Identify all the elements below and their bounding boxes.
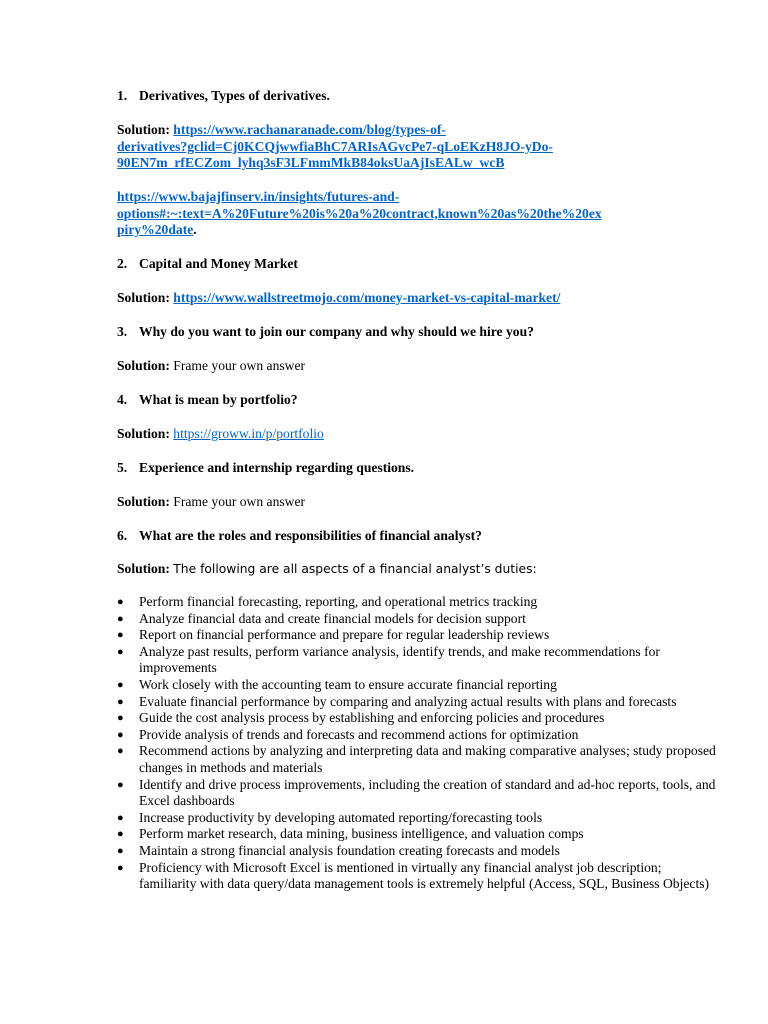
duty-item: [117, 843, 717, 860]
bullet-icon: ●: [117, 695, 124, 708]
question-2: [117, 256, 717, 273]
question-6: [117, 528, 717, 545]
question-text: Experience and internship regarding questions.: [139, 460, 415, 475]
solution-4: [117, 426, 717, 443]
solution-text: Frame your own answer: [173, 494, 306, 509]
bullet-icon: ●: [117, 778, 124, 791]
bullet-icon: ●: [117, 629, 124, 642]
question-number: 3.: [117, 324, 128, 339]
duty-item: [117, 826, 717, 843]
question-number: 4.: [117, 392, 128, 407]
link-trailing-period: .: [193, 222, 197, 238]
question-number: 5.: [117, 460, 128, 475]
bullet-icon: ●: [117, 745, 124, 758]
bullet-icon: ●: [117, 844, 124, 857]
question-number: 2.: [117, 256, 128, 271]
bullet-icon: ●: [117, 712, 124, 725]
duty-text: Guide the cost analysis process by establishing and enforcing policies and procedures: [139, 710, 605, 726]
solution-label: Solution:: [117, 561, 170, 576]
duty-item: [117, 860, 717, 893]
bullet-icon: ●: [117, 612, 124, 625]
question-text: Why do you want to join our company and why should we hire you?: [139, 324, 534, 339]
question-text: What are the roles and responsibilities of financial analyst?: [139, 528, 482, 543]
wallstreetmojo-link[interactable]: https://www.wallstreetmojo.com/money-market-vs-capital-market/: [173, 290, 561, 305]
solution-5: [117, 494, 717, 511]
duty-item: [117, 627, 717, 644]
groww-portfolio-link[interactable]: https://groww.in/p/portfolio: [173, 426, 324, 441]
duty-item: [117, 594, 717, 611]
bullet-icon: ●: [117, 596, 124, 608]
bajajfinserv-link[interactable]: https://www.bajajfinserv.in/insights/futures-and- options#:~:text=A%20Future%20is%20a%20contract,known%20as%20the%20ex piry%20date: [117, 189, 602, 238]
bullet-icon: ●: [117, 645, 124, 658]
duty-item: [117, 677, 717, 694]
question-5: [117, 460, 717, 477]
duty-item: [117, 810, 717, 827]
solution-text: The following are all aspects of a financial analyst’s duties:: [173, 562, 537, 576]
duty-item: [117, 611, 717, 628]
duty-text: Increase productivity by developing automated reporting/forecasting tools: [139, 809, 543, 825]
duty-text: Report on financial performance and prepare for regular leadership reviews: [139, 627, 550, 643]
duty-item: [117, 644, 717, 677]
duty-text: Work closely with the accounting team to ensure accurate financial reporting: [139, 676, 557, 692]
duty-item: [117, 710, 717, 727]
question-text: What is mean by portfolio?: [139, 392, 298, 407]
solution-3: [117, 358, 717, 375]
duty-item: [117, 743, 717, 776]
solution-label: Solution:: [117, 426, 170, 441]
solution-label: Solution:: [117, 494, 170, 509]
bullet-icon: ●: [117, 728, 124, 741]
solution-label: Solution:: [117, 290, 170, 305]
duty-text: Maintain a strong financial analysis foundation creating forecasts and models: [139, 842, 560, 858]
duty-text: Analyze financial data and create financial models for decision support: [139, 610, 526, 626]
question-4: [117, 392, 717, 409]
duty-item: [117, 694, 717, 711]
duty-text: Analyze past results, perform variance analysis, identify trends, and make recommendations for improvements: [139, 643, 660, 676]
rachanaranade-link[interactable]: https://www.rachanaranade.com/blog/types-of- derivatives?gclid=Cj0KCQjwwfiaBhC7ARIsAGvcPe7-qLoEKzH8JO-yDo- 90EN7m_rfECZom_lyhq3sF3LFmmMkB84oksUaAjIsEALw_wcB: [117, 122, 553, 171]
solution-label: Solution:: [117, 358, 170, 373]
duty-text: Recommend actions by analyzing and interpreting data and making comparative analyses; study proposed changes in methods and materials: [139, 743, 716, 775]
question-3: [117, 324, 717, 341]
duty-text: Proficiency with Microsoft Excel is mentioned in virtually any financial analyst job description; familiarity with data query/data management tools is extremely helpful (Access, SQL, Business Objects): [139, 859, 710, 892]
question-number: 1.: [117, 88, 128, 103]
question-1: [117, 88, 717, 105]
duty-item: [117, 727, 717, 744]
solution-label: Solution:: [117, 122, 170, 137]
bullet-icon: ●: [117, 678, 124, 691]
duty-text: Provide analysis of trends and forecasts and recommend actions for optimization: [139, 726, 579, 742]
question-text: Derivatives, Types of derivatives.: [139, 88, 330, 103]
question-number: 6.: [117, 528, 128, 543]
duty-text: Perform market research, data mining, business intelligence, and valuation comps: [139, 826, 584, 842]
solution-6: [117, 561, 717, 578]
duty-text: Perform financial forecasting, reporting, and operational metrics tracking: [139, 594, 538, 609]
duties-list: [117, 594, 717, 893]
solution-1-extra: [117, 189, 717, 239]
bullet-icon: ●: [117, 811, 124, 824]
duty-item: [117, 777, 717, 810]
solution-1: [117, 122, 717, 172]
duty-text: Identify and drive process improvements, including the creation of standard and ad-hoc reports, tools, and Excel dashboards: [139, 776, 716, 809]
bullet-icon: ●: [117, 828, 124, 841]
solution-2: [117, 290, 717, 307]
question-text: Capital and Money Market: [139, 256, 298, 271]
duty-text: Evaluate financial performance by comparing and analyzing actual results with plans and forecasts: [139, 693, 677, 709]
solution-text: Frame your own answer: [173, 358, 306, 373]
bullet-icon: ●: [117, 861, 124, 874]
